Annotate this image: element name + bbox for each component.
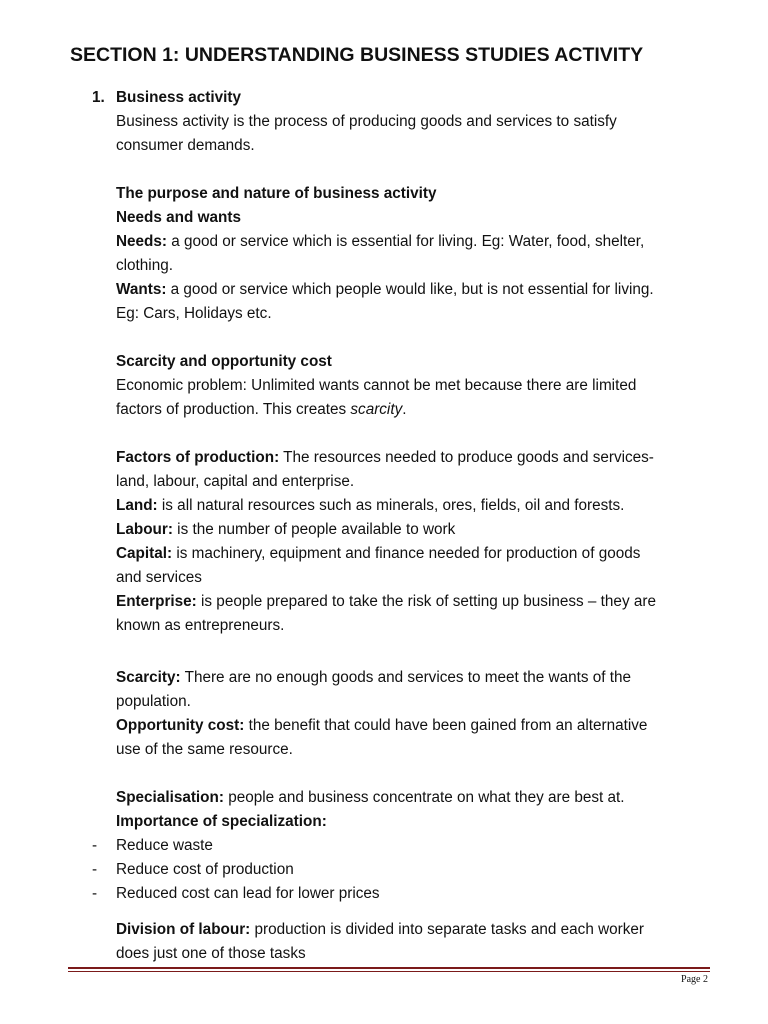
bullet-text: Reduce waste [116, 837, 213, 854]
specialisation-definition [116, 786, 716, 810]
needs-wants-heading: Needs and wants [116, 209, 241, 226]
division-of-labour-text-cont: does just one of those tasks [116, 945, 306, 962]
business-activity-heading: Business activity [116, 89, 241, 106]
importance-heading: Importance of specialization: [116, 813, 327, 830]
enterprise-label: Enterprise: [116, 593, 197, 610]
enterprise-text: is people prepared to take the risk of setting up business – they are [196, 593, 656, 610]
needs-text-cont: clothing. [116, 257, 173, 274]
labour-text: is the number of people available to work [172, 521, 456, 538]
factors-text: The resources needed to produce goods and services- [279, 449, 654, 466]
economic-problem-1: Economic problem: Unlimited wants cannot be met because there are limited [116, 377, 637, 394]
economic-problem-2 [116, 398, 716, 422]
specialisation-text: people and business concentrate on what they are best at. [223, 789, 625, 806]
wants-text: a good or service which people would like, but is not essential for living. [166, 281, 654, 298]
item-1 [92, 86, 716, 110]
opportunity-cost-text: the benefit that could have been gained from an alternative [244, 717, 648, 734]
factors-definition [116, 446, 716, 470]
division-of-labour-label: Division of labour: [116, 921, 251, 938]
enterprise-definition [116, 590, 716, 614]
factors-text-cont: land, labour, capital and enterprise. [116, 473, 355, 490]
land-definition [116, 494, 716, 518]
capital-label: Capital: [116, 545, 173, 562]
page-title: SECTION 1: UNDERSTANDING BUSINESS STUDIES ACTIVITY [70, 44, 644, 66]
enterprise-text-cont: known as entrepreneurs. [116, 617, 285, 634]
list-item [92, 858, 716, 882]
factors-label: Factors of production: [116, 449, 280, 466]
wants-label: Wants: [116, 281, 167, 298]
opportunity-cost-definition [116, 714, 716, 738]
land-label: Land: [116, 497, 158, 514]
scarcity-label: Scarcity: [116, 669, 181, 686]
business-activity-definition-1: Business activity is the process of producing goods and services to satisfy [116, 113, 617, 130]
needs-text: a good or service which is essential for living. Eg: Water, food, shelter, [167, 233, 645, 250]
land-text: is all natural resources such as minerals, ores, fields, oil and forests. [157, 497, 625, 514]
bullet-text: Reduce cost of production [116, 861, 294, 878]
specialisation-label: Specialisation: [116, 789, 224, 806]
footer-rule [68, 967, 710, 969]
capital-text: is machinery, equipment and finance needed for production of goods [172, 545, 641, 562]
bullet-dash: - [92, 861, 98, 878]
opportunity-cost-text-cont: use of the same resource. [116, 741, 293, 758]
list-item [92, 834, 716, 858]
page-number: Page 2 [681, 974, 708, 985]
scarcity-definition [116, 666, 716, 690]
needs-definition [116, 230, 716, 254]
period: . [402, 401, 407, 418]
document-body [92, 86, 716, 966]
scarcity-heading: Scarcity and opportunity cost [116, 353, 332, 370]
scarcity-text-cont: population. [116, 693, 191, 710]
bullet-dash: - [92, 885, 98, 902]
scarcity-text: There are no enough goods and services to meet the wants of the [180, 669, 632, 686]
wants-text-cont: Eg: Cars, Holidays etc. [116, 305, 272, 322]
purpose-heading: The purpose and nature of business activity [116, 185, 437, 202]
capital-definition [116, 542, 716, 566]
opportunity-cost-label: Opportunity cost: [116, 717, 245, 734]
business-activity-definition-2: consumer demands. [116, 137, 255, 154]
division-of-labour-text: production is divided into separate tasks and each worker [250, 921, 644, 938]
bullet-text: Reduced cost can lead for lower prices [116, 885, 380, 902]
wants-definition [116, 278, 716, 302]
labour-label: Labour: [116, 521, 173, 538]
needs-label: Needs: [116, 233, 168, 250]
item-1-number: 1. [92, 89, 105, 106]
bullet-dash: - [92, 837, 98, 854]
labour-definition [116, 518, 716, 542]
division-of-labour-definition [116, 918, 716, 942]
capital-text-cont: and services [116, 569, 202, 586]
economic-problem-text: factors of production. This creates [116, 401, 351, 418]
list-item [92, 882, 716, 906]
footer-rule-thin [68, 971, 710, 972]
scarcity-emphasis: scarcity [350, 401, 403, 418]
